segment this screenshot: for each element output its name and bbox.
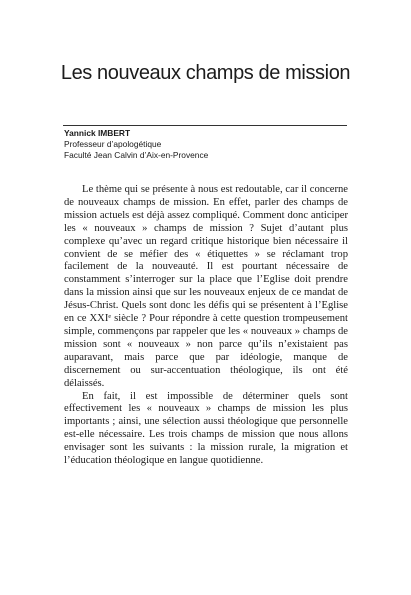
author-affiliation: Faculté Jean Calvin d’Aix-en-Provence xyxy=(64,150,209,160)
author-block xyxy=(64,128,208,161)
paragraph-1: Le thème qui se présente à nous est redoutable, car il concerne de nouveaux champs de mission. En effet, parler des champs de mission actuels est déjà assez compliqué. Comment donc anticiper les « nouveaux » champs de mission ? Sujet d’autant plus complexe qu’avec un regard critique historique bien nécessaire il convient de se méfier des « étiquettes » se réclamant trop facilement de la nouveauté. Il est pourtant nécessaire de constamment s’interroger sur la place que l’Eglise doit prendre dans la mission ainsi que sur les nouveaux enjeux de ce mandat de Jésus-Christ. Quels sont donc les défis qui se présentent à l’Eglise en ce XXIᵉ siècle ? Pour répondre à cette question trompeusement simple, commençons par rappeler que les « nouveaux » champs de mission sont « nouveaux » non parce qu’ils n’existaient pas auparavant, mais parce que par idéologie, manque de discernement ou sur-accentuation théologique, ils ont été délaissés. xyxy=(64,184,348,389)
body-text xyxy=(64,184,348,468)
paragraph-2: En fait, il est impossible de déterminer quels sont effectivement les « nouveaux » champs de mission les plus importants ; ainsi, une sélection aussi théologique que personnelle est-elle nécessaire. Les trois champs de mission que nous allons envisager sont les suivants : la mission rurale, la migration et l’éducation théologique en langue quotidienne. xyxy=(64,390,348,467)
document-title: Les nouveaux champs de mission xyxy=(60,62,351,84)
author-role: Professeur d’apologétique xyxy=(64,139,162,149)
title-divider xyxy=(63,125,347,126)
author-name: Yannick IMBERT xyxy=(64,128,131,138)
